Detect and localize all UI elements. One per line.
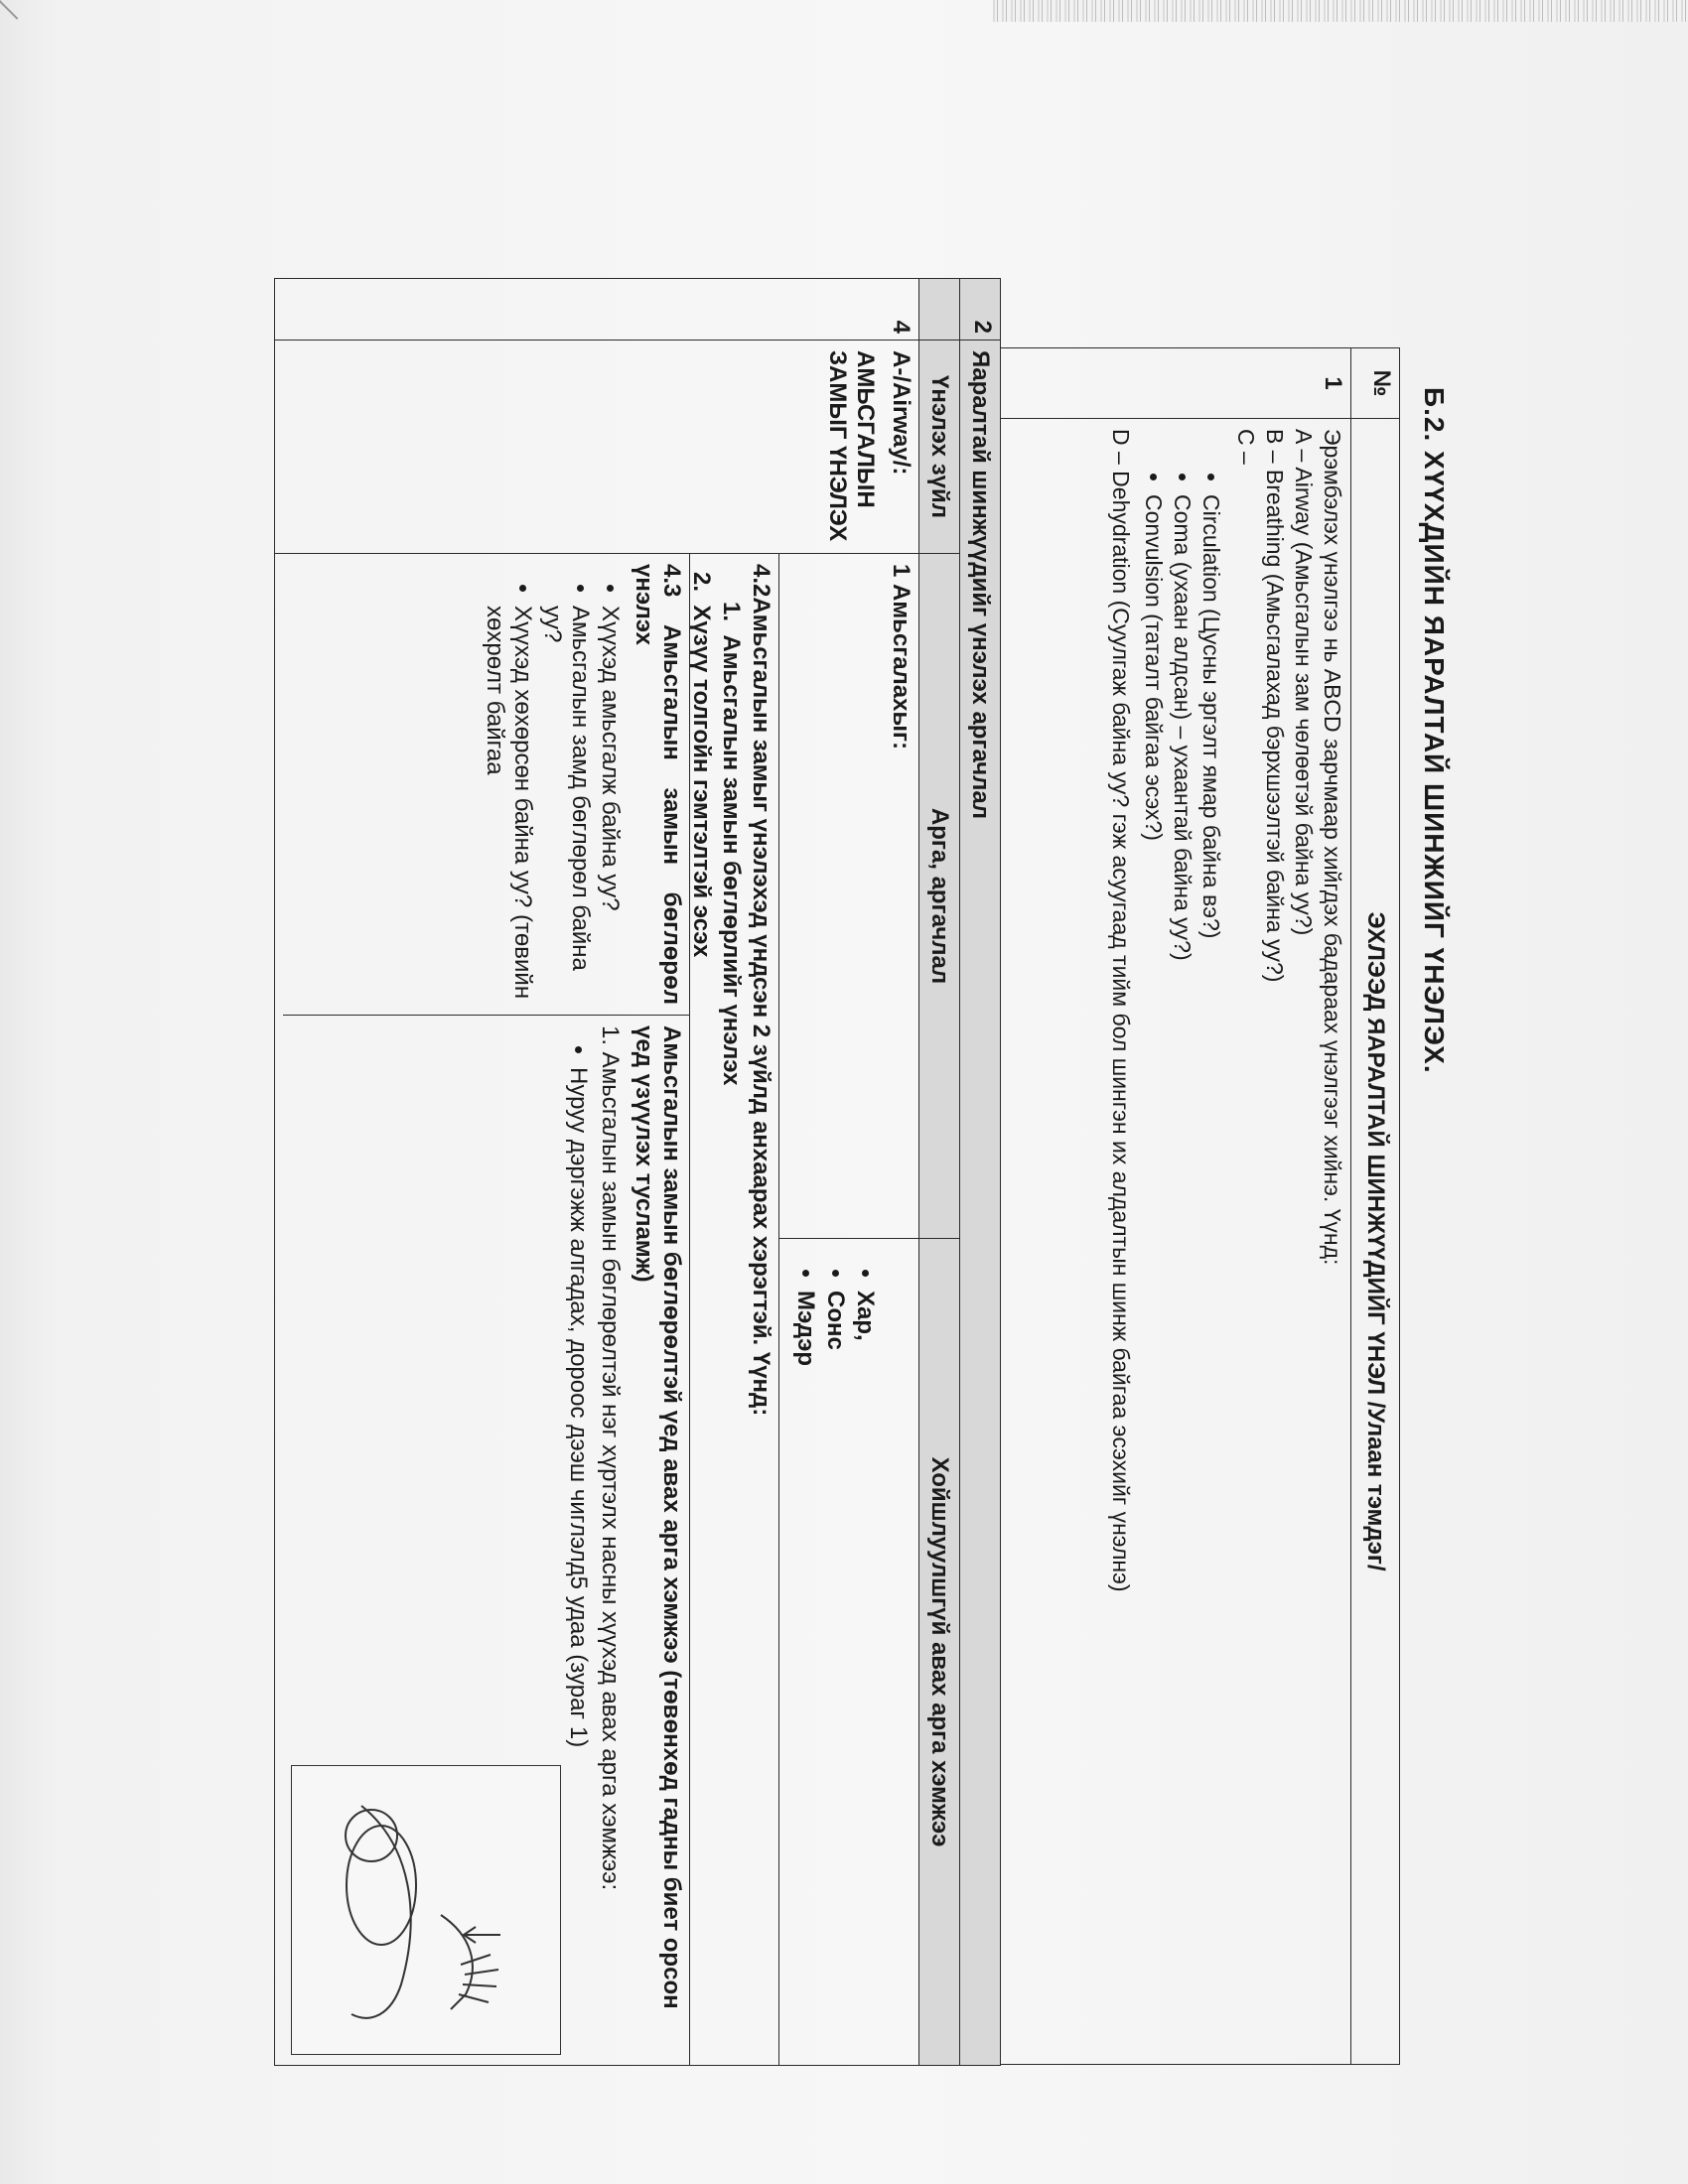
list-item: • Coma (ухаан алдсан) – ухаантай байна уу?) <box>1168 494 1196 2054</box>
abcd-description <box>975 419 1351 2065</box>
list-item: • Хүүхэд амьсгалж байна уу? <box>596 606 624 1005</box>
method-43: 4.3 Амьсгалын замын бөглөрөл үнэлэх <box>631 564 685 1005</box>
list-item: • Нуруу дэргэжж алгадах, дороос дээш чиглэлд5 удаа (зураг 1) <box>564 1067 592 2020</box>
infant-body-shape <box>347 1826 416 1945</box>
look-listen-feel-cell <box>779 1239 918 2065</box>
row-number-2: 2 <box>960 279 1001 341</box>
number-header: № <box>1351 348 1400 419</box>
obstruction-assessment-cell <box>283 554 690 1016</box>
list-item-text: Амьсгалын замын бөглөрлийг үнэлэх <box>718 634 745 1086</box>
action-item1: 1. Амьсгалын замын бөглөрөлтэй нэг хүртэлх насны хүүхэд авах арга хэмжээ: <box>597 1025 624 1891</box>
list-item: • Сонс <box>821 1291 849 2055</box>
assessment-item-cell <box>275 341 919 554</box>
header-spacer <box>919 279 960 341</box>
method-42-list <box>687 572 745 2055</box>
rotated-document-page <box>70 159 1460 2065</box>
list-item: 1. Амьсгалын замын бөглөрлийг үнэлэх <box>718 602 745 1086</box>
list-item: • Convulsion (таталт байгаа эсэх?) <box>1139 494 1168 2054</box>
column-header-item: Үнэлэх зүйл <box>919 341 960 554</box>
list-item: • Амьсгалын замд бөглөрөл байна уу? <box>538 606 594 1005</box>
motion-arrow-shape <box>464 1927 500 1943</box>
row-number-1: 1 <box>975 348 1351 419</box>
airway-text: A – Airway (Амьсгалын зам чөлөөтэй байна уу?) <box>1291 429 1317 936</box>
assessment-method-table <box>274 278 1001 2066</box>
breathing-line: B – Breathing (Амьсгалахад бэрхшээлтэй байна уу?) <box>1262 429 1288 983</box>
look-list <box>791 1291 879 2055</box>
urgent-signs-table <box>974 347 1400 2065</box>
method-43-list <box>481 606 624 1005</box>
table1-heading: ЭХЛЭЭД ЯАРАЛТАЙ ШИНЖҮҮДИЙГ ҮНЭЛ /Улаан тэмдэг/ <box>1351 419 1400 2065</box>
c-list <box>1139 494 1225 2054</box>
list-item: • Мэдэр <box>791 1291 819 2055</box>
section-title: Б.2. ХҮҮХДИЙН ЯАРАЛТАЙ ШИНЖИЙГ ҮНЭЛЭХ. <box>1419 387 1450 1074</box>
column-header-method: Арга, аргачлал <box>919 554 960 1239</box>
list-item: • Хар, <box>851 1291 879 2055</box>
method-42: 4.2Амьсгалын замыг үнэлэхэд үндсэн 2 зүйлд анхаарах хэрэгтэй. Үүнд: <box>748 564 774 1417</box>
action-list <box>564 1067 592 2020</box>
section-heading: Яаралтай шинжүүдийг үнэлэх аргачлал <box>960 341 1001 2066</box>
row-number-4: 4 <box>275 279 919 341</box>
airway-focus-row <box>690 554 779 2065</box>
infant-illustration-svg <box>292 1766 560 2054</box>
list-item: • Circulation (Цусны эргэлт ямар байна вэ?) <box>1196 494 1225 2054</box>
scanner-edge-artifact <box>993 0 1688 22</box>
breathing-check-cell <box>779 554 918 1239</box>
list-item: 2. Хүзүү толгойн гэмтэлтэй эсэх <box>688 572 715 958</box>
item-name: АМЬСГАЛЫН ЗАМЫГ ҮНЭЛЭХ <box>824 350 879 542</box>
c-line: C – <box>1233 429 1259 465</box>
fingers-shape <box>459 1955 498 2002</box>
airway-line <box>1289 429 1318 2054</box>
infant-back-blow-illustration <box>291 1765 561 2055</box>
dehydration-line: D – Dehydration (Суулгаж байна уу? гэж асуугаад тийм бол шингэн их алдалтын шинж байгаа эсэхийг үнэлнэ) <box>1108 429 1134 1592</box>
action-heading: Амьсгалын замын бөглөрөлтэй үед авах арга хэмжээ (төвөнхөд гадны биет орсон үед үзүүлэх тусламж) <box>631 1025 685 2009</box>
method-step1: 1 Амьсгалахыг: <box>888 564 914 750</box>
column-header-action: Хойшлуулшгүй авах арга хэмжээ <box>919 1239 960 2066</box>
list-item: • Хүүхэд хөхөрсөн байна уу? (төвийн хөхрөлт байгаа <box>481 606 536 1005</box>
abcd-intro: Эрэмбэлэх үнэлгээ нь ABCD зарчмаар хийгдэх бадараах үнэлгээг хийнэ. Үүнд: <box>1320 429 1345 1266</box>
list-item-text: Хүзүү толгойн гэмтэлтэй эсэх <box>688 605 715 958</box>
method-action-area <box>275 554 919 2066</box>
item-code: A-/Airway/: <box>888 350 914 476</box>
